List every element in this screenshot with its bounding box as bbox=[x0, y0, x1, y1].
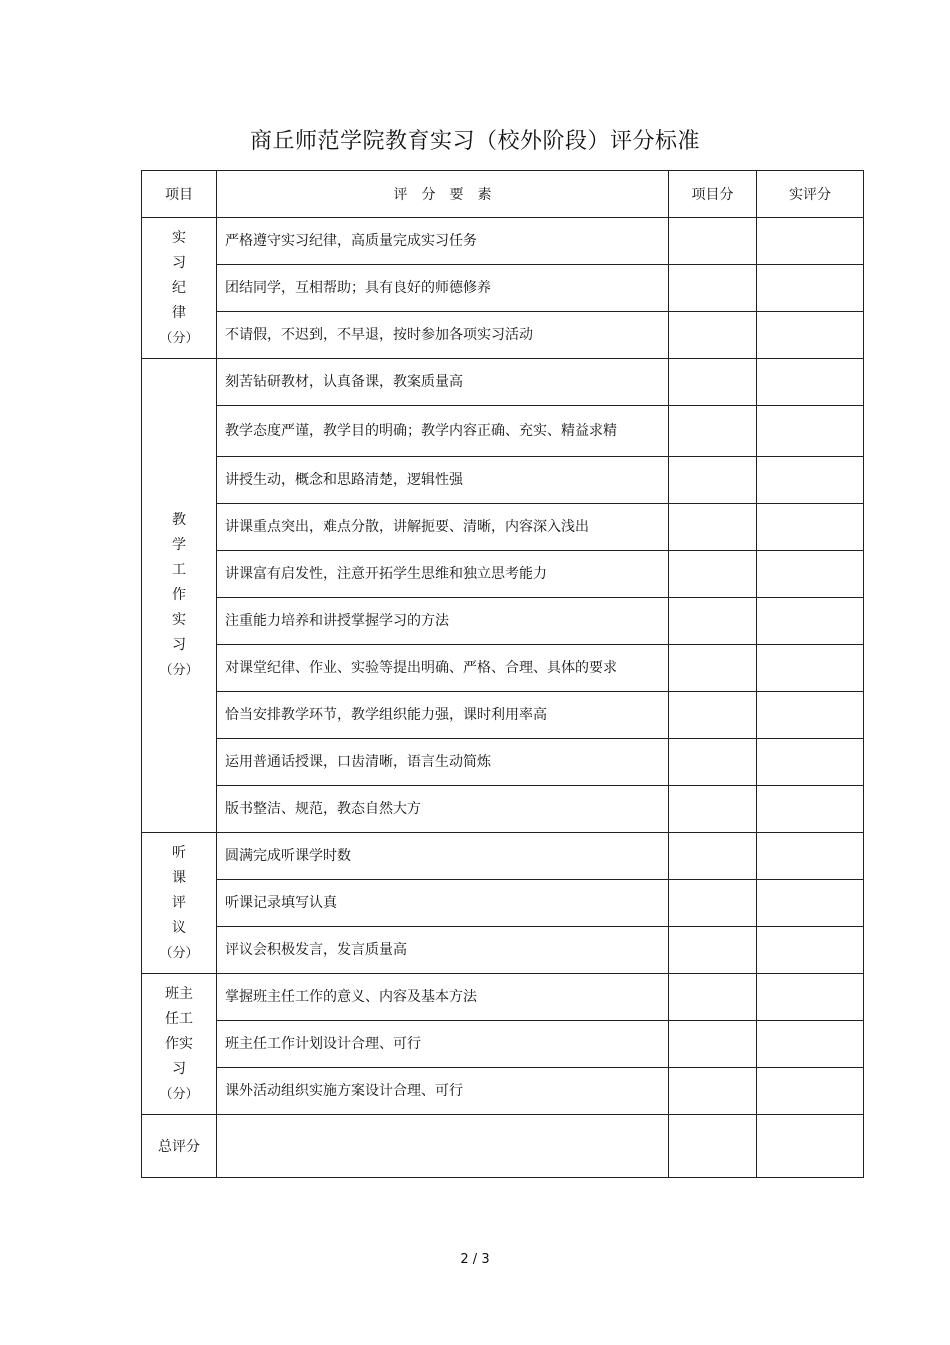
table-row bbox=[142, 927, 864, 974]
criteria-cell: 讲课重点突出，难点分散，讲解扼要、清晰，内容深入浅出 bbox=[217, 504, 669, 551]
category-label-line: 课 bbox=[172, 869, 186, 886]
category-label-line: 习 bbox=[172, 637, 186, 653]
criteria-cell: 严格遵守实习纪律，高质量完成实习任务 bbox=[217, 218, 669, 265]
criteria-cell: 讲授生动，概念和思路清楚，逻辑性强 bbox=[217, 457, 669, 504]
table-row bbox=[142, 645, 864, 692]
table-row bbox=[142, 1068, 864, 1115]
category-label-line: 作 bbox=[172, 587, 186, 603]
category-label-line: 习 bbox=[172, 254, 186, 271]
header-actual-score: 实评分 bbox=[757, 171, 864, 218]
category-cell bbox=[142, 833, 217, 974]
category-label-line: 教 bbox=[172, 512, 186, 528]
page-title: 商丘师范学院教育实习（校外阶段）评分标准 bbox=[249, 129, 700, 154]
table-row bbox=[142, 833, 864, 880]
table-row bbox=[142, 504, 864, 551]
category-label-line: 班主 bbox=[165, 985, 193, 1002]
header-item-score: 项目分 bbox=[669, 171, 757, 218]
category-cell bbox=[142, 974, 217, 1115]
item-score-cell[interactable] bbox=[669, 359, 757, 406]
item-score-cell[interactable] bbox=[669, 218, 757, 265]
total-item-score-cell[interactable] bbox=[669, 1115, 757, 1178]
category-label-line: 实 bbox=[172, 612, 186, 628]
table-row bbox=[142, 974, 864, 1021]
item-score-cell[interactable] bbox=[669, 1068, 757, 1115]
total-row bbox=[142, 1115, 864, 1178]
criteria-cell: 班主任工作计划设计合理、可行 bbox=[217, 1021, 669, 1068]
actual-score-cell[interactable] bbox=[757, 312, 864, 359]
criteria-cell: 教学态度严谨，教学目的明确；教学内容正确、充实、精益求精 bbox=[217, 406, 669, 457]
category-label-line: 实 bbox=[172, 229, 186, 246]
actual-score-cell[interactable] bbox=[757, 833, 864, 880]
category-points: （分） bbox=[159, 330, 199, 346]
table-row bbox=[142, 692, 864, 739]
category-points: （分） bbox=[159, 1086, 199, 1102]
table-row bbox=[142, 312, 864, 359]
page-number: 2 / 3 bbox=[460, 1252, 490, 1267]
actual-score-cell[interactable] bbox=[757, 265, 864, 312]
criteria-cell: 掌握班主任工作的意义、内容及基本方法 bbox=[217, 974, 669, 1021]
item-score-cell[interactable] bbox=[669, 739, 757, 786]
table-row bbox=[142, 786, 864, 833]
actual-score-cell[interactable] bbox=[757, 598, 864, 645]
category-points: （分） bbox=[159, 945, 199, 961]
total-criteria-cell bbox=[217, 1115, 669, 1178]
category-label-line: 纪 bbox=[172, 279, 186, 296]
header-category: 项目 bbox=[142, 171, 217, 218]
item-score-cell[interactable] bbox=[669, 265, 757, 312]
item-score-cell[interactable] bbox=[669, 312, 757, 359]
table-row bbox=[142, 265, 864, 312]
criteria-cell: 课外活动组织实施方案设计合理、可行 bbox=[217, 1068, 669, 1115]
criteria-cell: 讲课富有启发性，注意开拓学生思维和独立思考能力 bbox=[217, 551, 669, 598]
criteria-cell: 版书整洁、规范，教态自然大方 bbox=[217, 786, 669, 833]
table-row bbox=[142, 880, 864, 927]
category-label-line: 习 bbox=[172, 1060, 186, 1077]
item-score-cell[interactable] bbox=[669, 692, 757, 739]
item-score-cell[interactable] bbox=[669, 1021, 757, 1068]
category-label-line: 律 bbox=[172, 304, 186, 321]
criteria-cell: 评议会积极发言，发言质量高 bbox=[217, 927, 669, 974]
item-score-cell[interactable] bbox=[669, 974, 757, 1021]
criteria-cell: 团结同学，互相帮助；具有良好的师德修养 bbox=[217, 265, 669, 312]
actual-score-cell[interactable] bbox=[757, 1021, 864, 1068]
criteria-cell: 恰当安排教学环节，教学组织能力强，课时利用率高 bbox=[217, 692, 669, 739]
total-actual-score-cell[interactable] bbox=[757, 1115, 864, 1178]
table-row bbox=[142, 218, 864, 265]
item-score-cell[interactable] bbox=[669, 598, 757, 645]
category-label-line: 听 bbox=[172, 844, 186, 861]
actual-score-cell[interactable] bbox=[757, 880, 864, 927]
criteria-cell: 听课记录填写认真 bbox=[217, 880, 669, 927]
header-criteria: 评 分 要 素 bbox=[217, 171, 669, 218]
criteria-cell: 刻苦钻研教材，认真备课，教案质量高 bbox=[217, 359, 669, 406]
table-row bbox=[142, 359, 864, 406]
scoring-table bbox=[141, 170, 864, 1178]
actual-score-cell[interactable] bbox=[757, 457, 864, 504]
item-score-cell[interactable] bbox=[669, 406, 757, 457]
category-label-line: 任工 bbox=[165, 1010, 193, 1027]
criteria-cell: 注重能力培养和讲授掌握学习的方法 bbox=[217, 598, 669, 645]
item-score-cell[interactable] bbox=[669, 457, 757, 504]
actual-score-cell[interactable] bbox=[757, 359, 864, 406]
actual-score-cell[interactable] bbox=[757, 406, 864, 457]
category-label-line: 作实 bbox=[165, 1035, 193, 1052]
category-label-line: 学 bbox=[172, 537, 186, 553]
table-body bbox=[142, 218, 864, 1115]
criteria-cell: 对课堂纪律、作业、实验等提出明确、严格、合理、具体的要求 bbox=[217, 645, 669, 692]
table-row bbox=[142, 598, 864, 645]
category-cell bbox=[142, 359, 217, 833]
actual-score-cell[interactable] bbox=[757, 218, 864, 265]
item-score-cell[interactable] bbox=[669, 833, 757, 880]
actual-score-cell[interactable] bbox=[757, 739, 864, 786]
table-row bbox=[142, 1021, 864, 1068]
item-score-cell[interactable] bbox=[669, 786, 757, 833]
table-row bbox=[142, 551, 864, 598]
actual-score-cell[interactable] bbox=[757, 645, 864, 692]
actual-score-cell[interactable] bbox=[757, 786, 864, 833]
criteria-cell: 不请假，不迟到，不早退，按时参加各项实习活动 bbox=[217, 312, 669, 359]
actual-score-cell[interactable] bbox=[757, 504, 864, 551]
item-score-cell[interactable] bbox=[669, 880, 757, 927]
category-label-line: 工 bbox=[172, 562, 186, 578]
criteria-cell: 圆满完成听课学时数 bbox=[217, 833, 669, 880]
category-points: （分） bbox=[159, 663, 199, 678]
table-row bbox=[142, 739, 864, 786]
table-row bbox=[142, 457, 864, 504]
item-score-cell[interactable] bbox=[669, 504, 757, 551]
category-label-line: 评 bbox=[172, 894, 186, 911]
actual-score-cell[interactable] bbox=[757, 551, 864, 598]
category-cell bbox=[142, 218, 217, 359]
header-row bbox=[142, 171, 864, 218]
actual-score-cell[interactable] bbox=[757, 974, 864, 1021]
item-score-cell[interactable] bbox=[669, 551, 757, 598]
item-score-cell[interactable] bbox=[669, 645, 757, 692]
actual-score-cell[interactable] bbox=[757, 692, 864, 739]
item-score-cell[interactable] bbox=[669, 927, 757, 974]
actual-score-cell[interactable] bbox=[757, 1068, 864, 1115]
category-label-line: 议 bbox=[172, 919, 186, 936]
table-row bbox=[142, 406, 864, 457]
total-label: 总评分 bbox=[142, 1115, 217, 1178]
actual-score-cell[interactable] bbox=[757, 927, 864, 974]
criteria-cell: 运用普通话授课，口齿清晰，语言生动简炼 bbox=[217, 739, 669, 786]
